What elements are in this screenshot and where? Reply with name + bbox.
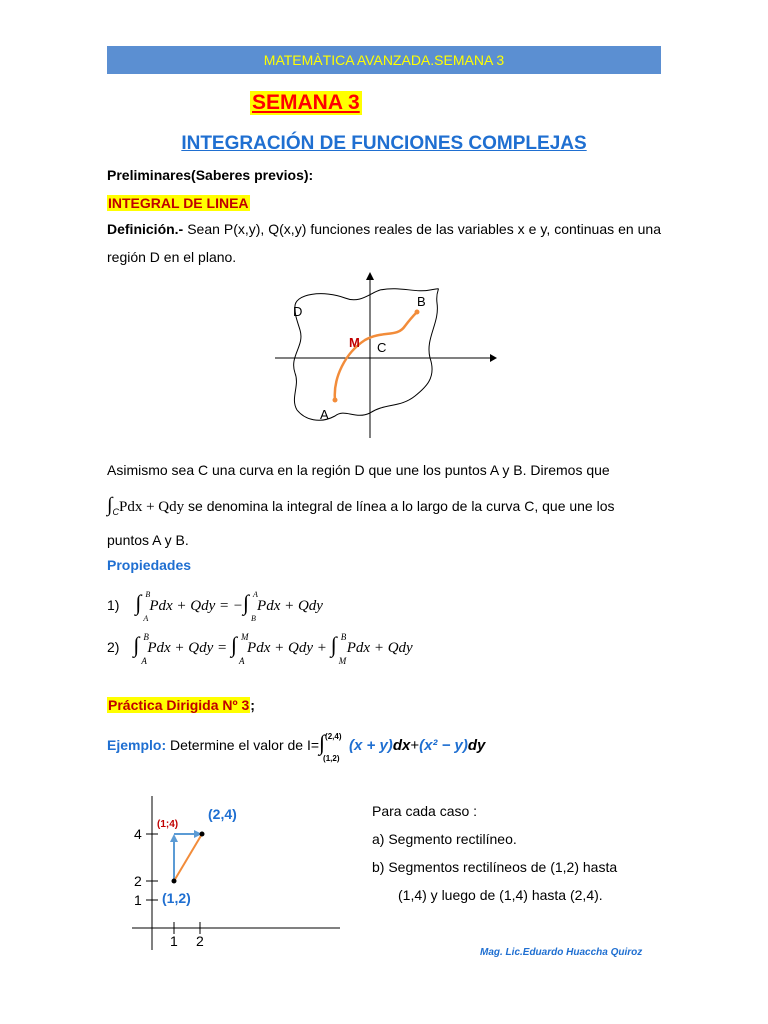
- ejemplo-label: Ejemplo:: [107, 737, 167, 753]
- y-axis-arrow-icon: [366, 272, 374, 280]
- limit-upper: B: [340, 632, 347, 642]
- property-2-integral-2: ∫ M A: [231, 630, 247, 662]
- section-heading: INTEGRAL DE LINEA: [108, 195, 249, 211]
- label-a: A: [320, 407, 329, 422]
- case-b-line1: b) Segmentos rectilíneos de (1,2) hasta: [372, 859, 618, 875]
- segment-diagonal: [174, 834, 202, 881]
- integral-subscript: C: [112, 506, 119, 517]
- property-2-integral-1: ∫ B A: [133, 630, 147, 662]
- main-title: INTEGRACIÓN DE FUNCIONES COMPLEJAS: [181, 133, 587, 154]
- property-2-term-2: Pdx + Qdy +: [247, 640, 327, 656]
- case-a: a) Segmento rectilíneo.: [372, 831, 517, 847]
- property-1-rhs: Pdx + Qdy: [257, 598, 323, 614]
- label-b: B: [417, 294, 426, 309]
- y-tick-label-4: 4: [134, 826, 142, 842]
- property-1-integral-2: ∫ A B: [243, 588, 257, 620]
- x-tick-label-1: 1: [170, 933, 178, 949]
- header-banner-text: MATEMÀTICA AVANZADA.SEMANA 3: [263, 52, 505, 68]
- y-tick-label-2: 2: [134, 873, 142, 889]
- footer-author: Mag. Lic.Eduardo Huaccha Quiroz: [480, 947, 643, 958]
- week-title: SEMANA 3: [252, 91, 360, 114]
- limit-upper: M: [241, 632, 249, 642]
- integral-sign: ∫: [107, 494, 113, 516]
- integral-expression: Pdx + Qdy: [118, 499, 185, 515]
- property-2-number: 2): [107, 639, 120, 655]
- label-m: M: [349, 335, 360, 350]
- limit-upper: A: [253, 590, 258, 599]
- paragraph-line2-text: se denomina la integral de línea a lo largo de la curva C, que une los: [184, 498, 615, 514]
- property-1-lhs: Pdx + Qdy = −: [149, 598, 244, 614]
- practica-heading-row: [107, 697, 255, 713]
- point-a: [333, 398, 338, 403]
- limit-upper: B: [143, 632, 149, 642]
- property-1: [107, 588, 323, 623]
- definition-text: Sean P(x,y), Q(x,y) funciones reales de las variables x e y, continuas en una región D en el plano.: [107, 221, 661, 265]
- definition-label: Definición.-: [107, 221, 184, 237]
- ejemplo-lower-limit: (1,2): [323, 754, 340, 763]
- path-diagram: [120, 790, 350, 960]
- label-d: D: [293, 304, 303, 319]
- paragraph-line3: puntos A y B.: [107, 532, 189, 548]
- arrow-up-icon: [170, 834, 178, 842]
- cases-intro: Para cada caso :: [372, 803, 478, 819]
- point-2-4: [200, 832, 205, 837]
- ejemplo-plus: +: [410, 737, 420, 754]
- label-1-4: (1;4): [157, 819, 179, 830]
- ejemplo-dx: dx: [392, 737, 411, 754]
- property-1-integral-1: ∫ B A: [135, 588, 149, 620]
- limit-lower: M: [338, 656, 347, 666]
- ejemplo-text: Determine el valor de I=: [166, 737, 320, 753]
- preliminares-heading: Preliminares(Saberes previos):: [107, 167, 314, 183]
- property-2-term-3: Pdx + Qdy: [346, 640, 413, 656]
- curve-c: [335, 312, 417, 400]
- paragraph-line2: [107, 491, 661, 526]
- header-banner: [107, 46, 661, 74]
- paragraph-line1: Asimismo sea C una curva en la región D que une los puntos A y B. Diremos que: [107, 462, 610, 478]
- practica-heading: Práctica Dirigida Nº 3: [108, 697, 250, 713]
- point-b: [415, 310, 420, 315]
- ejemplo-upper-limit: (2,4): [325, 732, 342, 741]
- cases-list: [372, 797, 662, 909]
- label-c: C: [377, 340, 387, 355]
- limit-lower: B: [251, 614, 256, 623]
- property-2-term-1: Pdx + Qdy =: [147, 640, 228, 656]
- ejemplo-row: [107, 728, 486, 763]
- x-tick-label-2: 2: [196, 933, 204, 949]
- region-curve-figure: [265, 268, 505, 443]
- case-b-line2: (1,4) y luego de (1,4) hasta (2,4).: [398, 887, 603, 903]
- limit-lower: A: [239, 656, 245, 666]
- ejemplo-integral: ∫ (2,4) (1,2): [319, 728, 349, 760]
- point-1-2: [172, 879, 177, 884]
- label-1-2: (1,2): [162, 890, 191, 906]
- y-tick-label-1: 1: [134, 892, 142, 908]
- property-2: [107, 630, 413, 666]
- property-1-number: 1): [107, 597, 120, 613]
- limit-lower: A: [141, 656, 147, 666]
- limit-upper: B: [145, 590, 151, 599]
- ejemplo-dy: dy: [467, 737, 486, 754]
- practica-semicolon: ;: [250, 697, 255, 713]
- label-2-4: (2,4): [208, 806, 237, 822]
- ejemplo-integrand-2: (x² − y): [419, 737, 468, 754]
- property-2-integral-3: ∫ B M: [331, 630, 347, 662]
- definition-paragraph: [107, 215, 661, 271]
- properties-heading: Propiedades: [107, 557, 192, 573]
- ejemplo-integrand-1: (x + y): [349, 737, 393, 754]
- limit-lower: A: [143, 614, 149, 623]
- x-axis-arrow-icon: [490, 354, 497, 362]
